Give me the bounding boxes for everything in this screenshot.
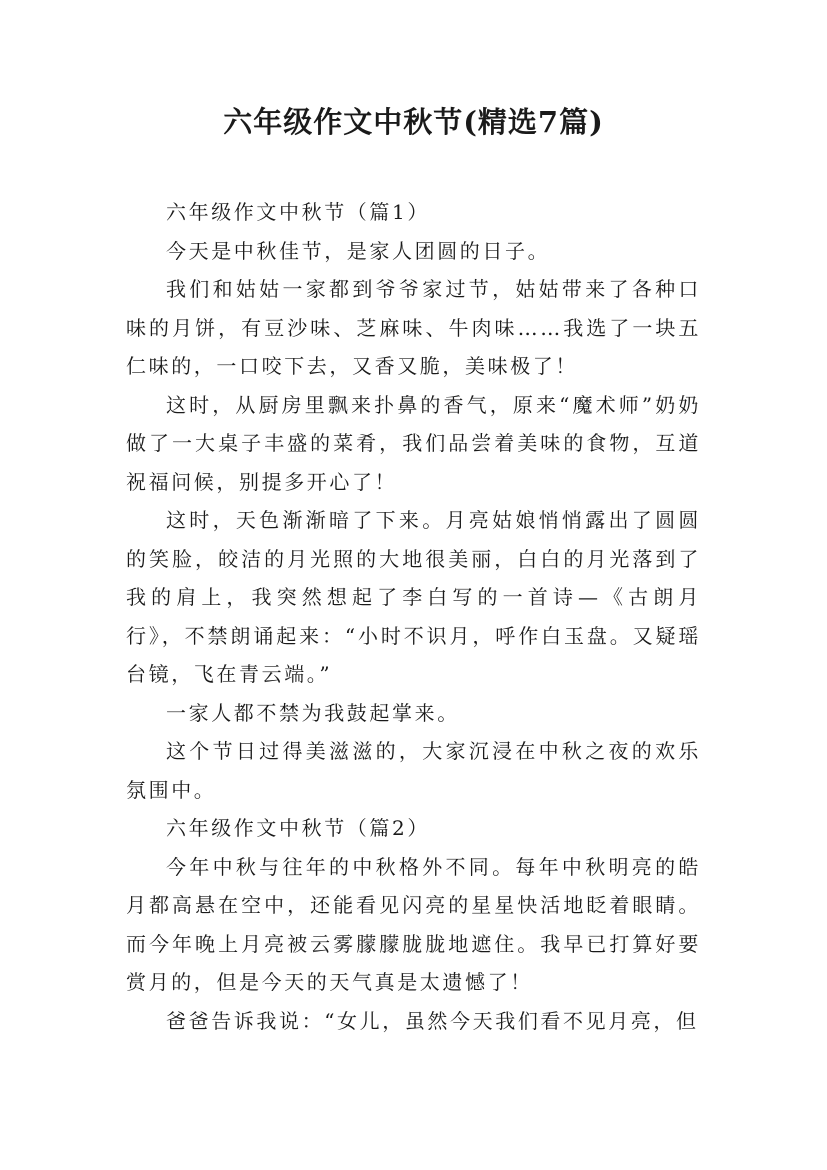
paragraph: 这时，从厨房里飘来扑鼻的香气，原来“魔术师”奶奶做了一大桌子丰盛的菜肴，我们品尝着美味的食物，互道祝福问候，别提多开心了！	[126, 392, 701, 494]
paragraph: 这个节日过得美滋滋的，大家沉浸在中秋之夜的欢乐氛围中。	[126, 739, 701, 802]
section-heading-2: 六年级作文中秋节（篇2）	[166, 816, 430, 840]
paragraph: 这时，天色渐渐暗了下来。月亮姑娘悄悄露出了圆圆的笑脸，皎洁的月光照的大地很美丽，白白的月光落到了我的肩上，我突然想起了李白写的一首诗—《古朗月行》，不禁朗诵起来：“小时不识月，呼作白玉盘。又疑瑶台镜，飞在青云端。”	[126, 508, 701, 686]
paragraph: 爸爸告诉我说：“女儿，虽然今天我们看不见月亮，但	[166, 1008, 699, 1033]
paragraph: 今天是中秋佳节，是家人团圆的日子。	[166, 238, 551, 263]
paragraph: 一家人都不禁为我鼓起掌来。	[166, 700, 460, 725]
document-body	[126, 193, 701, 1040]
paragraph: 我们和姑姑一家都到爷爷家过节，姑姑带来了各种口味的月饼，有豆沙味、芝麻味、牛肉味……我选了一块五仁味的，一口咬下去，又香又脆，美味极了！	[126, 277, 701, 378]
section-heading-1: 六年级作文中秋节（篇1）	[166, 200, 430, 224]
document-title: 六年级作文中秋节(精选7篇)	[223, 105, 604, 139]
paragraph: 今年中秋与往年的中秋格外不同。每年中秋明亮的皓月都高悬在空中，还能看见闪亮的星星快活地眨着眼睛。而今年晚上月亮被云雾朦朦胧胧地遮住。我早已打算好要赏月的，但是今天的天气真是太遗憾了！	[126, 854, 701, 994]
